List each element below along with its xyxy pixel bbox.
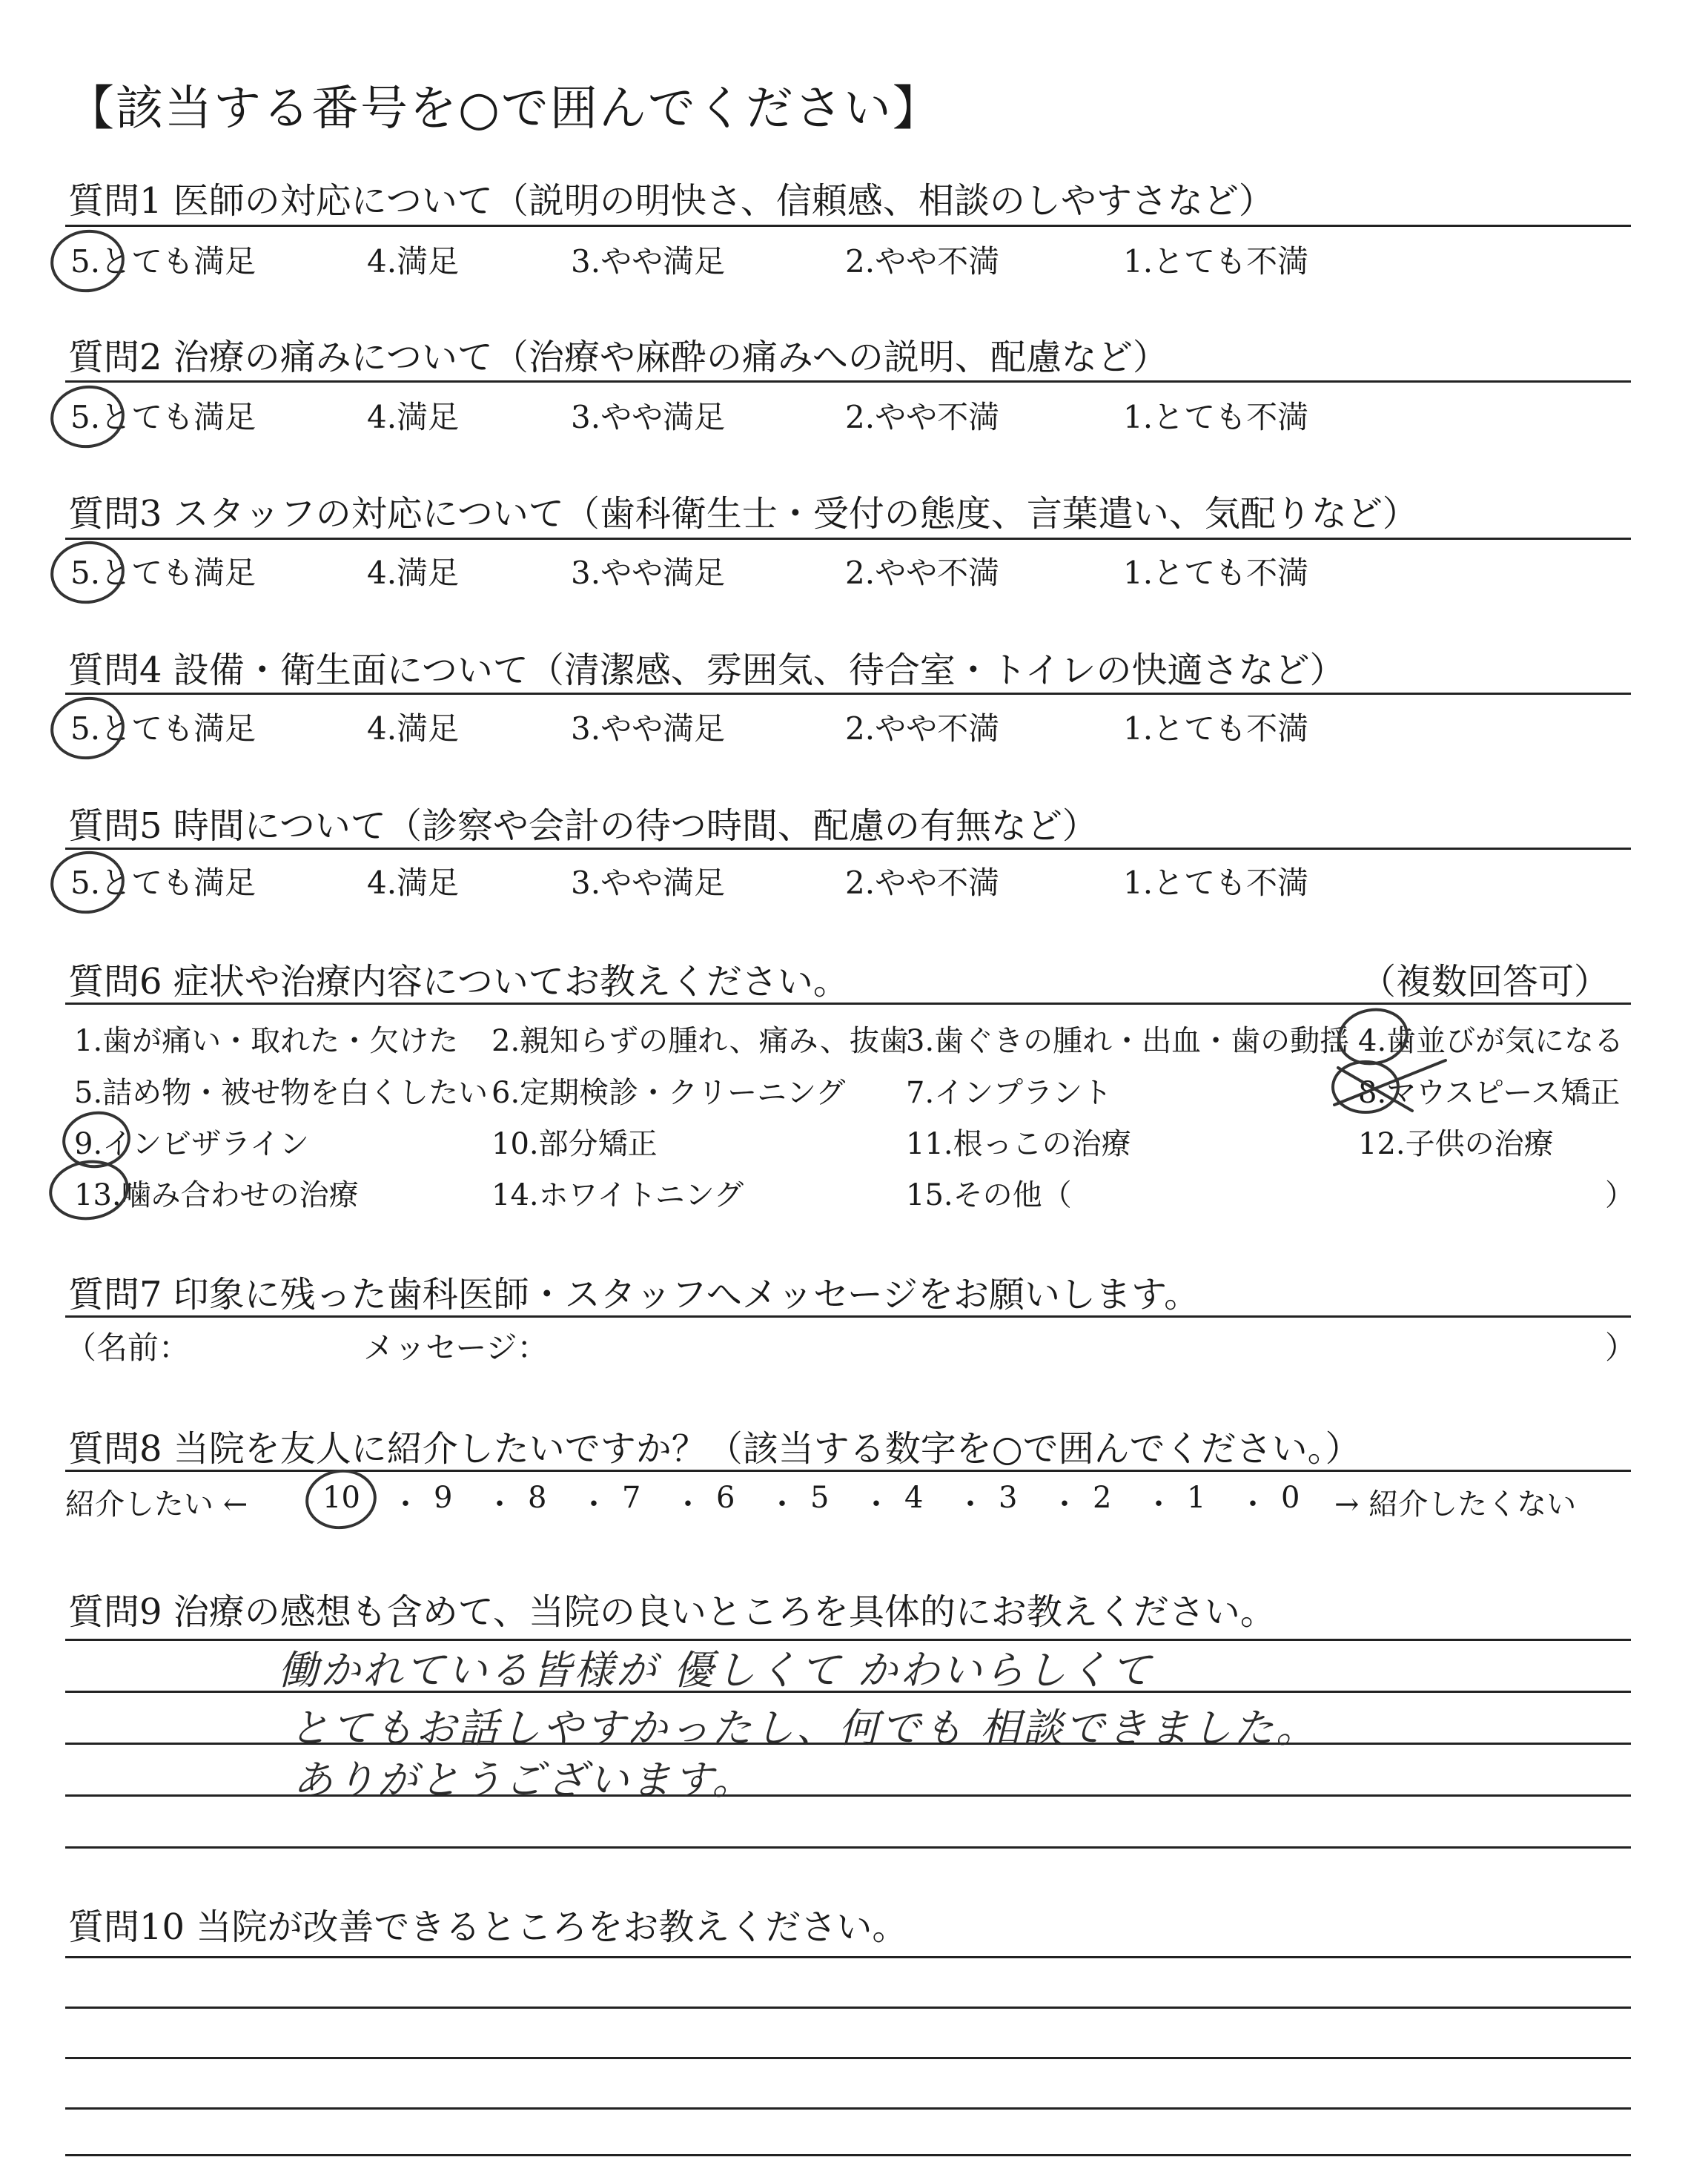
q9-handwritten-line-2: とてもお話しやすかったし、何でも 相談できました。	[289, 1705, 1319, 1751]
answer-line	[65, 2007, 1631, 2009]
q2-option-1[interactable]: 1.とても不満	[1123, 399, 1309, 435]
q6-option-7[interactable]: 7.インプラント	[906, 1076, 1113, 1110]
q3-option-2[interactable]: 2.やや不満	[845, 555, 1000, 591]
q6-option-1[interactable]: 1.歯が痛い・取れた・欠けた	[74, 1024, 459, 1058]
question-2-title: 質問2 治療の痛みについて（治療や麻酔の痛みへの説明、配慮など）	[68, 337, 1168, 378]
answer-line	[65, 2107, 1631, 2110]
question-6-note: （複数回答可）	[1360, 961, 1610, 1003]
q4-option-1[interactable]: 1.とても不満	[1123, 710, 1309, 747]
q6-option-2[interactable]: 2.親知らずの腫れ、痛み、抜歯	[491, 1024, 909, 1058]
q4-option-4[interactable]: 4.満足	[367, 710, 460, 747]
question-9-title: 質問9 治療の感想も含めて、当院の良いところを具体的にお教えください。	[68, 1591, 1276, 1633]
q5-option-5[interactable]: 5.とても満足	[70, 865, 256, 901]
q8-scale-dot: ・	[767, 1487, 797, 1522]
q8-right-label: → 紹介したくない	[1334, 1487, 1577, 1522]
page-heading: 【該当する番号を○で囲んでください】	[67, 82, 941, 136]
q2-option-5[interactable]: 5.とても満足	[70, 399, 256, 435]
q8-scale-dot: ・	[861, 1487, 891, 1522]
answer-line	[65, 2057, 1631, 2059]
q5-option-3[interactable]: 3.やや満足	[571, 865, 726, 901]
question-6-title: 質問6 症状や治療内容についてお教えください。	[68, 961, 849, 1003]
q6-option-4[interactable]: 4.歯並びが気になる	[1358, 1024, 1624, 1058]
answer-line	[65, 1846, 1631, 1849]
q8-scale-dot: ・	[956, 1487, 985, 1522]
rule	[65, 848, 1631, 850]
q4-option-5[interactable]: 5.とても満足	[70, 710, 256, 747]
q8-scale-dot: ・	[485, 1487, 514, 1522]
question-3-title: 質問3 スタッフの対応について（歯科衛生士・受付の態度、言葉遣い、気配りなど）	[68, 493, 1418, 535]
rule	[65, 380, 1631, 383]
q8-scale-dot: ・	[391, 1487, 420, 1522]
question-1-title: 質問1 医師の対応について（説明の明快さ、信頼感、相談のしやすさなど）	[68, 180, 1274, 222]
rule	[65, 1315, 1631, 1318]
q6-option-15[interactable]: 15.その他（	[906, 1178, 1072, 1212]
q6-option-10[interactable]: 10.部分矯正	[491, 1127, 658, 1161]
q3-option-1[interactable]: 1.とても不満	[1123, 555, 1309, 591]
q8-scale-2[interactable]: 2	[1093, 1481, 1112, 1515]
q8-scale-dot: ・	[1144, 1487, 1174, 1522]
rule	[65, 225, 1631, 227]
q8-scale-4[interactable]: 4	[904, 1481, 924, 1515]
q6-option-11[interactable]: 11.根っこの治療	[906, 1127, 1131, 1161]
question-8-title: 質問8 当院を友人に紹介したいですか？（該当する数字を○で囲んでください。）	[68, 1428, 1361, 1470]
q1-option-2[interactable]: 2.やや不満	[845, 243, 1000, 280]
rule	[65, 538, 1631, 540]
q6-option-14[interactable]: 14.ホワイトニング	[491, 1178, 744, 1212]
question-10-title: 質問10 当院が改善できるところをお教えください。	[68, 1906, 908, 1948]
q6-option-5[interactable]: 5.詰め物・被せ物を白くしたい	[74, 1076, 489, 1110]
q8-scale-dot: ・	[1238, 1487, 1268, 1522]
answer-line	[65, 1956, 1631, 1958]
q2-option-4[interactable]: 4.満足	[367, 399, 460, 435]
q5-option-1[interactable]: 1.とても不満	[1123, 865, 1309, 901]
q1-option-5[interactable]: 5.とても満足	[70, 243, 256, 280]
q6-option-3[interactable]: 3.歯ぐきの腫れ・出血・歯の動揺	[906, 1024, 1350, 1058]
q8-scale-dot: ・	[579, 1487, 609, 1522]
q9-handwritten-line-1: 働かれている皆様が 優しくて かわいらしくて	[278, 1647, 1153, 1694]
q8-scale-7[interactable]: 7	[622, 1481, 641, 1515]
question-4-title: 質問4 設備・衛生面について（清潔感、雰囲気、待合室・トイレの快適さなど）	[68, 650, 1345, 691]
q8-scale-6[interactable]: 6	[716, 1481, 735, 1515]
q6-option-9[interactable]: 9.インビザライン	[74, 1127, 309, 1161]
q1-option-3[interactable]: 3.やや満足	[571, 243, 726, 280]
q5-option-4[interactable]: 4.満足	[367, 865, 460, 901]
q4-option-2[interactable]: 2.やや不満	[845, 710, 1000, 747]
q8-scale-9[interactable]: 9	[434, 1481, 453, 1515]
q3-option-5[interactable]: 5.とても満足	[70, 555, 256, 591]
q3-option-3[interactable]: 3.やや満足	[571, 555, 726, 591]
question-7-title: 質問7 印象に残った歯科医師・スタッフへメッセージをお願いします。	[68, 1274, 1200, 1315]
q8-scale-1[interactable]: 1	[1187, 1481, 1206, 1515]
q8-scale-0[interactable]: 0	[1281, 1481, 1300, 1515]
q4-option-3[interactable]: 3.やや満足	[571, 710, 726, 747]
q8-scale-8[interactable]: 8	[528, 1481, 547, 1515]
answer-line	[65, 2154, 1631, 2156]
q8-scale-dot: ・	[1050, 1487, 1079, 1522]
q7-name-label: （名前：	[65, 1330, 191, 1366]
q6-option-6[interactable]: 6.定期検診・クリーニング	[491, 1076, 846, 1110]
q8-left-label: 紹介したい ←	[65, 1487, 248, 1522]
q1-option-4[interactable]: 4.満足	[367, 243, 460, 280]
q8-scale-10[interactable]: 10	[322, 1481, 360, 1515]
q8-scale-3[interactable]: 3	[999, 1481, 1018, 1515]
q6-option-8[interactable]: 8.マウスピース矯正	[1358, 1076, 1621, 1110]
q8-scale-dot: ・	[673, 1487, 703, 1522]
q3-option-4[interactable]: 4.満足	[367, 555, 460, 591]
rule	[65, 1003, 1631, 1005]
question-5-title: 質問5 時間について（診察や会計の待つ時間、配慮の有無など）	[68, 805, 1098, 847]
rule	[65, 1470, 1631, 1472]
rule	[65, 693, 1631, 695]
q6-option-12[interactable]: 12.子供の治療	[1358, 1127, 1554, 1161]
q2-option-2[interactable]: 2.やや不満	[845, 399, 1000, 435]
q8-scale-5[interactable]: 5	[810, 1481, 830, 1515]
q7-message-label: メッセージ：	[363, 1330, 549, 1366]
q2-option-3[interactable]: 3.やや満足	[571, 399, 726, 435]
q1-option-1[interactable]: 1.とても不満	[1123, 243, 1309, 280]
q9-handwritten-line-3: ありがとうございます。	[293, 1757, 755, 1803]
q6-other-close-paren: ）	[1605, 1178, 1635, 1212]
q7-close-paren: ）	[1605, 1330, 1637, 1366]
q5-option-2[interactable]: 2.やや不満	[845, 865, 1000, 901]
q6-option-13[interactable]: 13.噛み合わせの治療	[74, 1178, 359, 1212]
